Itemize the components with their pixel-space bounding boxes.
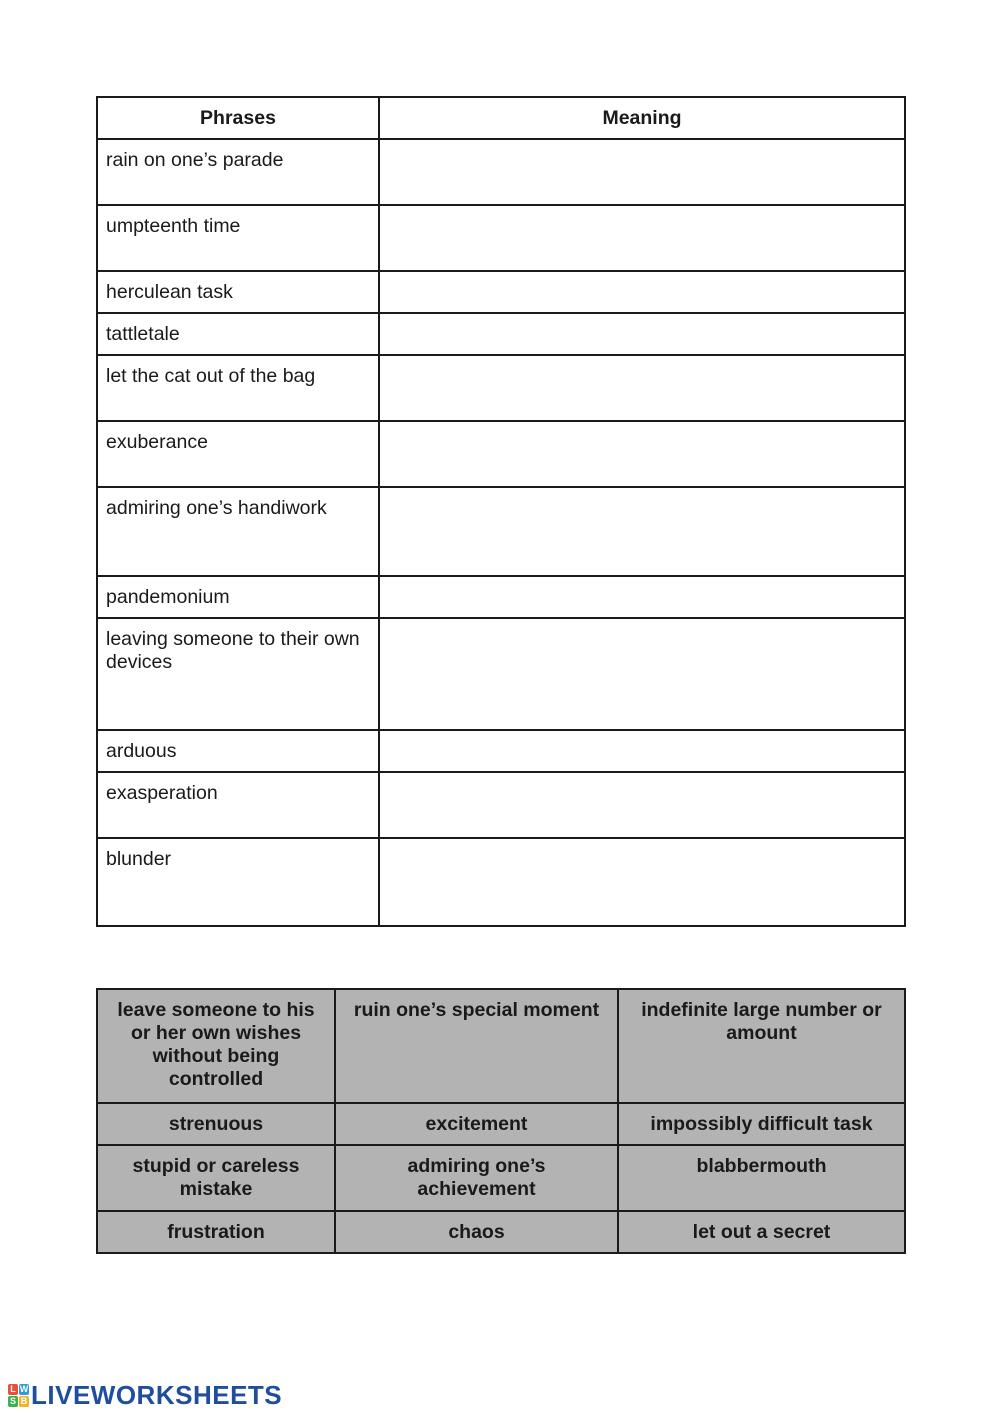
meaning-answer-field[interactable]	[379, 618, 905, 730]
phrase-text: blunder	[106, 848, 172, 870]
meaning-answer-field[interactable]	[379, 838, 905, 926]
phrase-cell	[97, 139, 379, 205]
answer-bank-row	[97, 1103, 905, 1145]
logo-mark-icon	[8, 1384, 29, 1407]
table-row	[97, 355, 905, 421]
phrase-text: arduous	[106, 740, 177, 762]
phrase-cell	[97, 730, 379, 772]
meaning-answer-field[interactable]	[379, 730, 905, 772]
table-row	[97, 618, 905, 730]
table-row	[97, 313, 905, 355]
phrase-text: exuberance	[106, 431, 208, 453]
phrase-text: pandemonium	[106, 586, 230, 608]
logo-text: LIVEWORKSHEETS	[31, 1380, 283, 1410]
table-row	[97, 421, 905, 487]
phrase-text: herculean task	[106, 281, 233, 303]
phrase-text: exasperation	[106, 782, 218, 804]
answer-bank-item[interactable]: strenuous	[97, 1103, 335, 1145]
meaning-answer-field[interactable]	[379, 487, 905, 576]
answer-bank-item[interactable]: chaos	[335, 1211, 618, 1253]
phrases-header-row	[97, 97, 905, 139]
meaning-answer-field[interactable]	[379, 772, 905, 838]
phrase-cell	[97, 838, 379, 926]
phrase-cell	[97, 576, 379, 618]
logo-mark-letter: L	[8, 1384, 18, 1395]
answer-bank-row	[97, 1145, 905, 1211]
phrase-cell	[97, 772, 379, 838]
meaning-answer-field[interactable]	[379, 271, 905, 313]
answer-bank-item[interactable]: let out a secret	[618, 1211, 905, 1253]
phrase-text: umpteenth time	[106, 215, 241, 237]
answer-bank-item[interactable]: impossibly difficult task	[618, 1103, 905, 1145]
answer-bank-item[interactable]: ruin one’s special moment	[335, 989, 618, 1103]
answer-bank-row	[97, 989, 905, 1103]
answer-bank-table	[96, 988, 906, 1254]
phrases-table	[96, 96, 906, 927]
table-row	[97, 205, 905, 271]
phrases-column-header: Phrases	[97, 97, 379, 139]
phrase-cell	[97, 421, 379, 487]
meaning-answer-field[interactable]	[379, 421, 905, 487]
logo-mark-letter: B	[20, 1395, 28, 1406]
logo-mark-letter: W	[19, 1383, 29, 1394]
answer-bank-item[interactable]: frustration	[97, 1211, 335, 1253]
answer-bank-row	[97, 1211, 905, 1253]
table-row	[97, 487, 905, 576]
answer-bank-item[interactable]: indefinite large number or amount	[618, 989, 905, 1103]
answer-bank-item[interactable]: blabbermouth	[618, 1145, 905, 1211]
phrase-cell	[97, 487, 379, 576]
phrase-text: rain on one’s parade	[106, 149, 284, 171]
phrase-cell	[97, 313, 379, 355]
answer-bank-item[interactable]: leave someone to his or her own wishes without being controlled	[97, 989, 335, 1103]
answer-bank-item[interactable]: excitement	[335, 1103, 618, 1145]
phrase-cell	[97, 618, 379, 730]
phrase-text: tattletale	[106, 323, 180, 345]
phrase-text: leaving someone to their own devices	[106, 628, 360, 673]
table-row	[97, 576, 905, 618]
phrase-cell	[97, 271, 379, 313]
meaning-answer-field[interactable]	[379, 355, 905, 421]
answer-bank-item[interactable]: admiring one’s achievement	[335, 1145, 618, 1211]
meaning-answer-field[interactable]	[379, 313, 905, 355]
table-row	[97, 730, 905, 772]
phrase-text: admiring one’s handiwork	[106, 497, 327, 519]
meaning-column-header: Meaning	[379, 97, 905, 139]
meaning-answer-field[interactable]	[379, 205, 905, 271]
liveworksheets-logo[interactable]	[8, 1380, 282, 1410]
table-row	[97, 772, 905, 838]
logo-mark-letter: S	[9, 1395, 16, 1406]
phrase-cell	[97, 355, 379, 421]
table-row	[97, 271, 905, 313]
answer-bank-item[interactable]: stupid or careless mistake	[97, 1145, 335, 1211]
meaning-answer-field[interactable]	[379, 576, 905, 618]
phrase-text: let the cat out of the bag	[106, 365, 316, 387]
table-row	[97, 139, 905, 205]
meaning-answer-field[interactable]	[379, 139, 905, 205]
table-row	[97, 838, 905, 926]
phrase-cell	[97, 205, 379, 271]
